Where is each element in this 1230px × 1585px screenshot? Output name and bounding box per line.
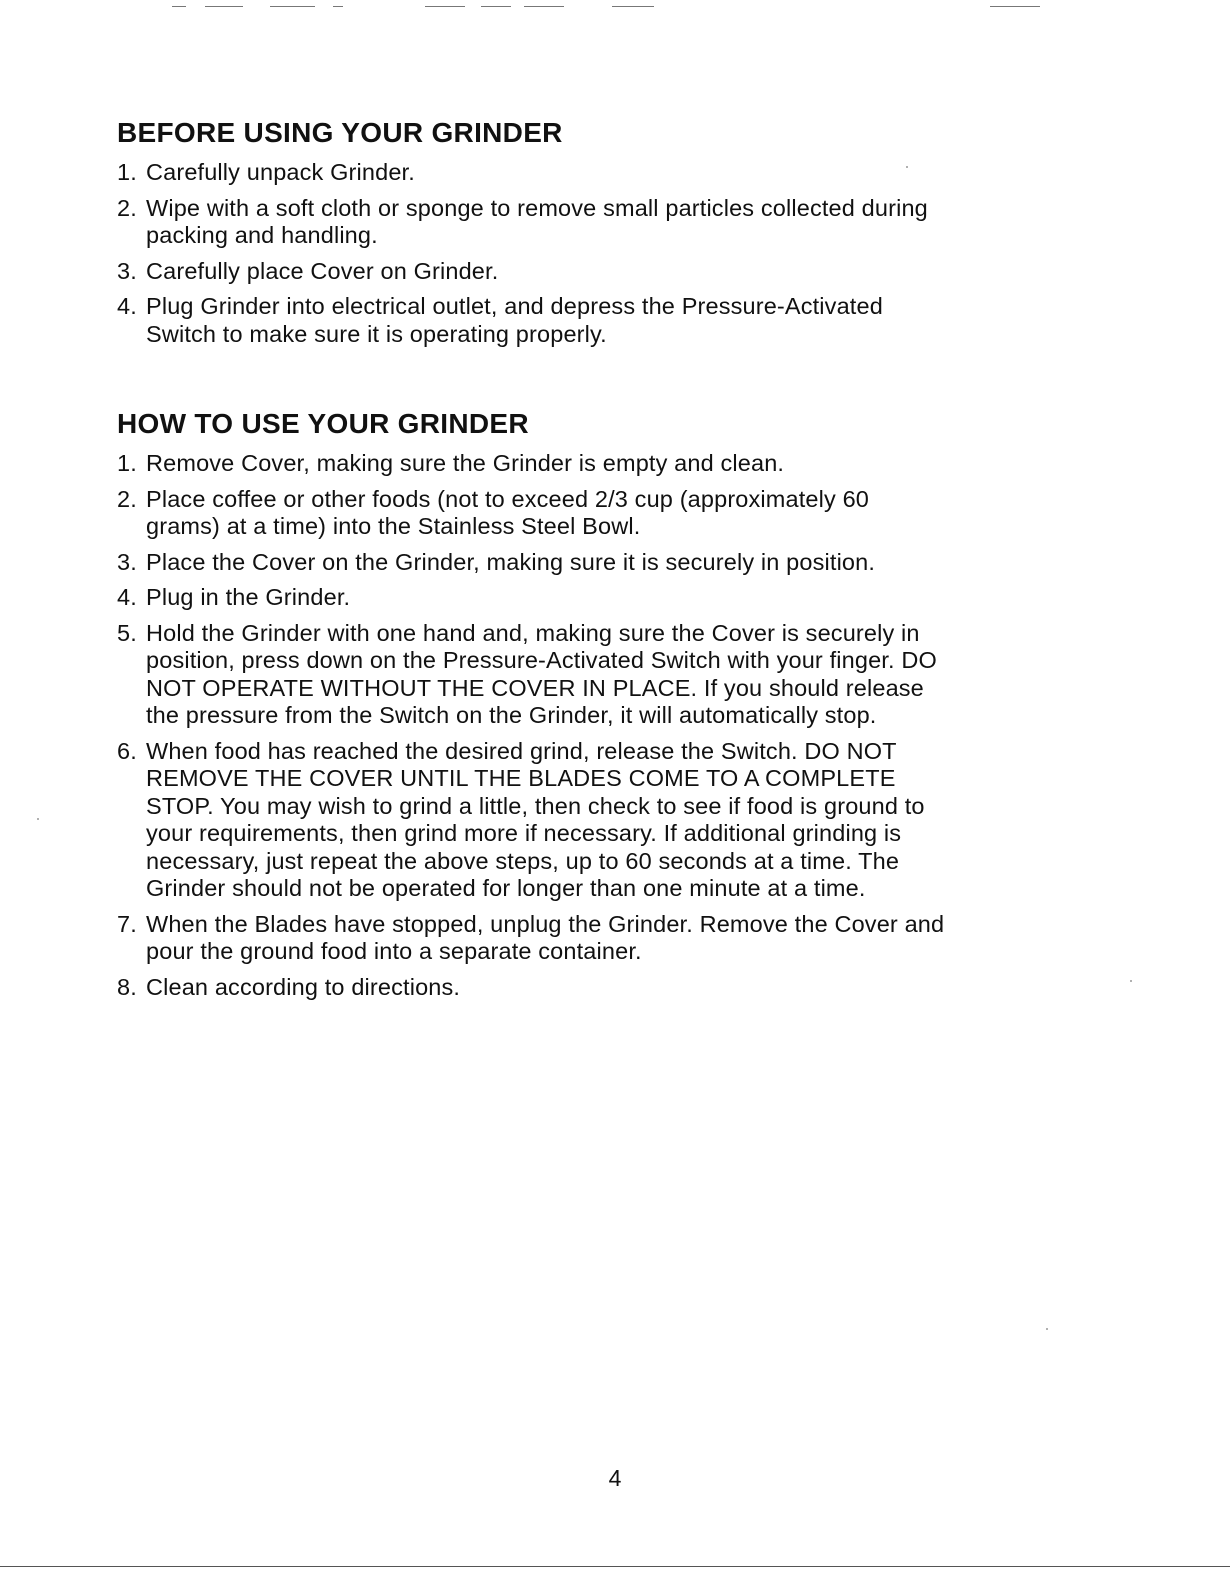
how-to-use-steps [117,450,947,1001]
list-item [117,738,947,903]
step-number: 5. [117,619,137,646]
list-item [117,159,947,187]
page-number: 4 [608,1465,622,1491]
step-text: Carefully place Cover on Grinder. [146,257,499,284]
list-item [117,620,947,730]
list-item [117,974,947,1002]
step-text: Clean according to directions. [146,973,461,1000]
list-item [117,450,947,478]
step-text: Place the Cover on the Grinder, making sure it is securely in position. [146,548,876,575]
step-number: 3. [117,257,137,284]
step-number: 4. [117,584,137,610]
scan-speck [1046,1328,1048,1330]
list-item [117,584,947,612]
list-item [117,293,947,348]
step-number: 2. [117,485,137,512]
step-number: 1. [117,450,137,476]
step-text: Plug Grinder into electrical outlet, and depress the Pressure-Activated Switch to make sure it is operating properly. [146,293,883,347]
scan-speck [906,166,908,168]
list-item [117,911,947,966]
scan-bottom-edge [0,1566,1230,1567]
step-text: Hold the Grinder with one hand and, making sure the Cover is securely in position, press down on the Pressure-Activated Switch with your finger. DO NOT OPERATE WITHOUT THE COVER IN PLACE. If you should release the pressure from the Switch on the Grinder, it will automatically stop. [146,619,937,728]
step-number: 8. [117,973,137,1000]
list-item [117,549,947,577]
before-using-steps [117,159,947,348]
section-heading-how-to-use: HOW TO USE YOUR GRINDER [117,408,529,439]
step-number: 2. [117,194,137,221]
list-item [117,258,947,286]
instructions-content [117,115,947,1009]
scan-edge-marks [0,0,1230,16]
step-text: Place coffee or other foods (not to exceed 2/3 cup (approximately 60 grams) at a time) into the Stainless Steel Bowl. [146,485,870,539]
step-text: When the Blades have stopped, unplug the Grinder. Remove the Cover and pour the ground food into a separate container. [146,910,945,964]
step-number: 7. [117,910,137,937]
list-item [117,195,947,250]
step-number: 4. [117,293,137,319]
step-text: Remove Cover, making sure the Grinder is empty and clean. [146,450,785,476]
step-text: Carefully unpack Grinder. [146,159,415,185]
step-text: When food has reached the desired grind, release the Switch. DO NOT REMOVE THE COVER UNTIL THE BLADES COME TO A COMPLETE STOP. You may wish to grind a little, then check to see if food is ground to your requirements, then grind more if necessary. If additional grinding is necessary, just repeat the above steps, up to 60 seconds at a time. The Grinder should not be operated for longer than one minute at a time. [146,737,925,901]
step-text: Wipe with a soft cloth or sponge to remove small particles collected during packing and handling. [146,194,928,248]
scan-speck [1130,980,1132,982]
step-text: Plug in the Grinder. [146,584,351,610]
scan-speck [37,818,39,820]
step-number: 1. [117,159,137,185]
section-heading-before-using: BEFORE USING YOUR GRINDER [117,117,563,148]
step-number: 3. [117,548,137,575]
step-number: 6. [117,737,137,764]
list-item [117,486,947,541]
